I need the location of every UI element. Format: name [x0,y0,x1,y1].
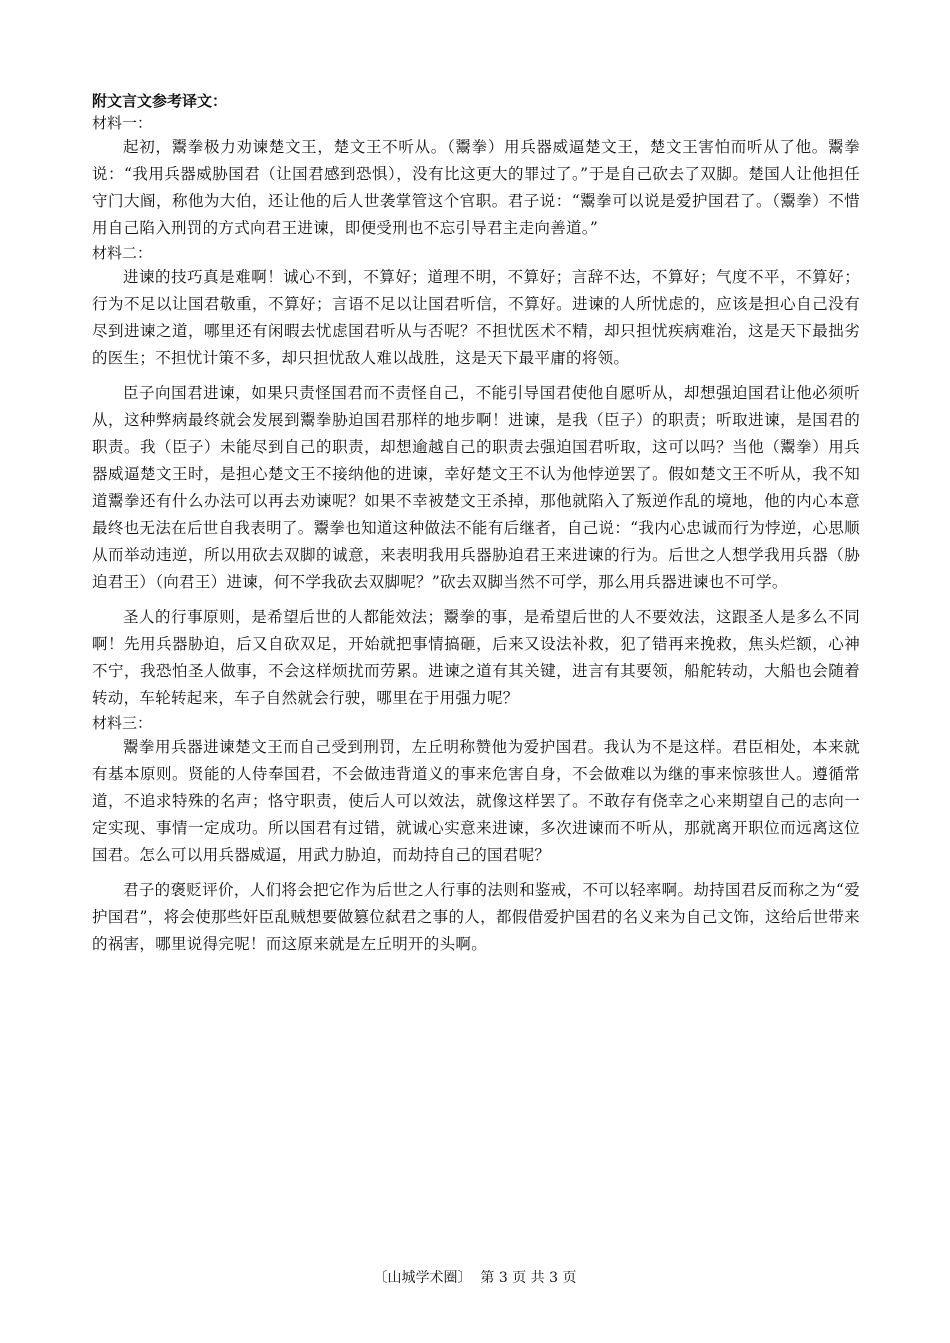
footer-source: 〔山城学术圈〕 [373,1270,472,1286]
footer-page-info: 第 3 页 共 3 页 [480,1270,577,1286]
page-footer [0,1268,950,1288]
paragraph: 臣子向国君进谏，如果只责怪国君而不责怪自己，不能引导国君使他自愿听从，却想强迫国君让他必须听从，这种弊病最终就会发展到鬻拳胁迫国君那样的地步啊！进谏，是我（臣子）的职责；听取进谏，是国君的职责。我（臣子）未能尽到自己的职责，却想逾越自己的职责去强迫国君听取，这可以吗？当他（鬻拳）用兵器威逼楚文王时，是担心楚文王不接纳他的进谏，幸好楚文王不认为他悖逆罢了。假如楚文王不听从，我不知道鬻拳还有什么办法可以再去劝谏呢？如果不幸被楚文王杀掉，那他就陷入了叛逆作乱的境地，他的内心本意最终也无法在后世自我表明了。鬻拳也知道这种做法不能有后继者，自己说：“我内心忠诚而行为悖逆，心思顺从而举动违逆，所以用砍去双脚的诚意，来表明我用兵器胁迫君王来进谏的行为。后世之人想学我用兵器（胁迫君王）（向君王）进谏，何不学我砍去双脚呢？”砍去双脚当然不可学，那么用兵器进谏也不可学。 [92,384,860,591]
document-heading: 附文言文参考译文： [92,92,228,110]
paragraph: 起初，鬻拳极力劝谏楚文王，楚文王不听从。（鬻拳）用兵器威逼楚文王，楚文王害怕而听从了他。鬻拳说：“我用兵器威胁国君（让国君感到恐惧），没有比这更大的罪过了。”于是自己砍去了双脚。楚国人让他担任守门大阍，称他为大伯，还让他的后人世袭掌管这个官职。君子说：“鬻拳可以说是爱护国君了。（鬻拳）不惜用自己陷入刑罚的方式向君王进谏，即便受刑也不忘引导君主走向善道。” [92,138,860,237]
paragraph: 进谏的技巧真是难啊！诚心不到，不算好；道理不明，不算好；言辞不达，不算好；气度不平，不算好；行为不足以让国君敬重，不算好；言语不足以让国君听信，不算好。进谏的人所忧虑的，应该是担心自己没有尽到进谏之道，哪里还有闲暇去忧虑国君听从与否呢？不担忧医术不精，却只担忧疾病难治，这是天下最拙劣的医生；不担忧计策不多，却只担忧敌人难以战胜，这是天下最平庸的将领。 [92,268,860,367]
section-3 [92,712,860,958]
section-1 [92,112,860,242]
paragraph: 君子的褒贬评价，人们将会把它作为后世之人行事的法则和鉴戒，不可以轻率啊。劫持国君反而称之为“爱护国君”，将会使那些奸臣乱贼想要做篡位弑君之事的人，都假借爱护国君的名义来为自己文饰，这给后世带来的祸害，哪里说得完呢！而这原来就是左丘明开的头啊。 [92,881,860,953]
paragraph: 鬻拳用兵器进谏楚文王而自己受到刑罚，左丘明称赞他为爱护国君。我认为不是这样。君臣相处，本来就有基本原则。贤能的人侍奉国君，不会做违背道义的事来危害自身，不会做难以为继的事来惊骇世人。遵循常道，不追求特殊的名声；恪守职责，使后人可以效法，就像这样罢了。不敢存有侥幸之心来期望自己的志向一定实现、事情一定成功。所以国君有过错，就诚心实意来进谏，多次进谏而不听从，那就离开职位而远离这位国君。怎么可以用兵器威逼，用武力胁迫，而劫持自己的国君呢？ [92,738,860,864]
section-2 [92,242,860,712]
paragraph: 圣人的行事原则，是希望后世的人都能效法；鬻拳的事，是希望后世的人不要效法，这跟圣人是多么不同啊！先用兵器胁迫，后又自砍双足，开始就把事情搞砸，后来又设法补救，犯了错再来挽救，焦头烂额，心神不宁，我恐怕圣人做事，不会这样烦扰而劳累。进谏之道有其关键，进言有其要领，船舵转动，大船也会随着转动，车轮转起来，车子自然就会行驶，哪里在于用强力呢？ [92,608,860,707]
section-label: 材料二： [92,244,153,262]
section-label: 材料一： [92,114,153,132]
section-label: 材料三： [92,714,153,732]
document-body [92,90,860,958]
